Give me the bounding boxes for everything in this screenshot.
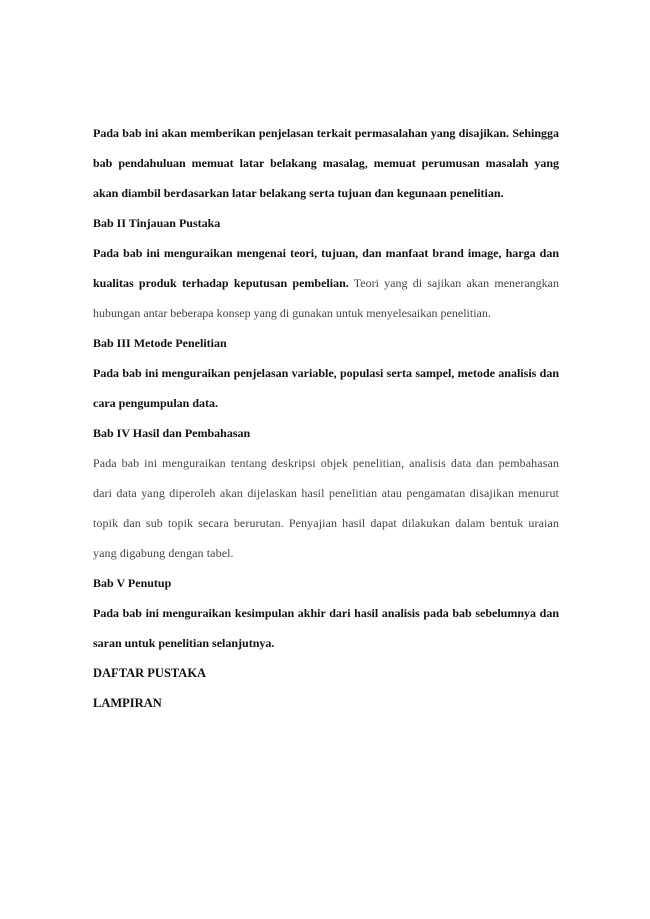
bab2-heading: Bab II Tinjauan Pustaka	[93, 216, 221, 230]
lampiran-heading: LAMPIRAN	[93, 696, 162, 710]
document-page	[93, 118, 559, 718]
bab4-heading: Bab IV Hasil dan Pembahasan	[93, 426, 251, 440]
bab3-heading: Bab III Metode Penelitian	[93, 336, 227, 350]
bab5-paragraph: Pada bab ini menguraikan kesimpulan akhir dari hasil analisis pada bab sebelumnya dan saran untuk penelitian selanjutnya.	[93, 606, 559, 650]
bab4-paragraph: Pada bab ini menguraikan tentang deskripsi objek penelitian, analisis data dan pembahasan dari data yang diperoleh akan dijelaskan hasil penelitian atau pengamatan disajikan menurut topik dan sub topik secara berurutan. Penyajian hasil dapat dilakukan dalam bentuk uraian yang digabung dengan tabel.	[93, 456, 559, 560]
bab2-paragraph	[93, 238, 559, 328]
bab2-text-regular: Teori yang di sajikan akan menerangkan hubungan antar beberapa konsep yang di gunakan untuk menyelesaikan penelitian.	[93, 276, 559, 320]
daftar-pustaka-heading: DAFTAR PUSTAKA	[93, 666, 207, 680]
bab2-text-bold: Pada bab ini menguraikan mengenai teori, tujuan, dan manfaat brand image, harga dan kualitas produk terhadap keputusan pembelian.	[93, 246, 559, 290]
intro-paragraph: Pada bab ini akan memberikan penjelasan terkait permasalahan yang disajikan. Sehingga bab pendahuluan memuat latar belakang masalag, memuat perumusan masalah yang akan diambil berdasarkan latar belakang serta tujuan dan kegunaan penelitian.	[93, 126, 559, 200]
bab5-heading: Bab V Penutup	[93, 576, 172, 590]
bab3-paragraph: Pada bab ini menguraikan penjelasan variable, populasi serta sampel, metode analisis dan cara pengumpulan data.	[93, 366, 559, 410]
